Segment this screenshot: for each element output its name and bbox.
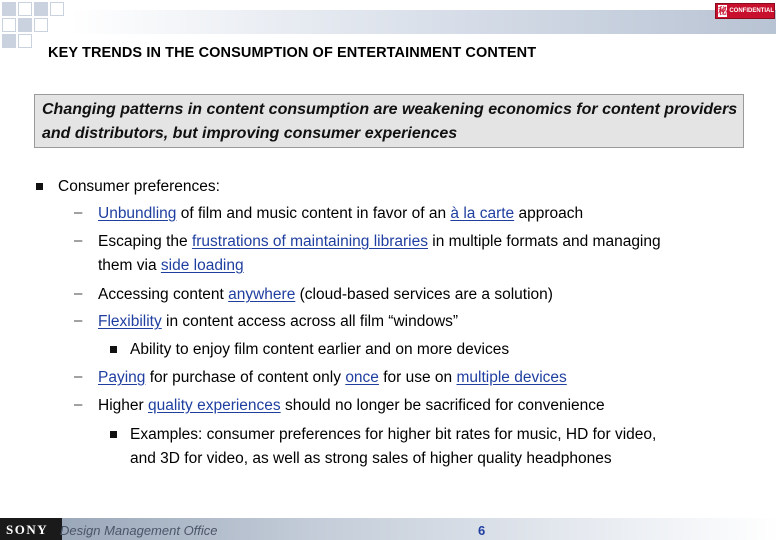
link-a-la-carte[interactable]: à la carte — [450, 205, 515, 222]
decor-square — [18, 2, 32, 16]
item-text: for purchase of content only — [145, 369, 346, 386]
confidential-logo — [715, 3, 775, 19]
item-flex-sub: Ability to enjoy film content earlier and on more devices — [130, 341, 510, 358]
item-escaping-line2 — [98, 254, 244, 278]
page-title: KEY TRENDS IN THE CONSUMPTION OF ENTERTAINMENT CONTENT — [48, 45, 537, 61]
dash-icon: – — [74, 232, 83, 249]
bullet-square-icon — [110, 346, 117, 353]
link-paying[interactable]: Paying — [98, 369, 146, 386]
decor-square — [18, 18, 32, 32]
dash-icon: – — [74, 368, 83, 385]
bullet-square-icon — [36, 183, 43, 190]
item-text: Escaping the — [98, 233, 192, 250]
callout-text: Changing patterns in content consumption are weakening economics for content providers and distributors, but improving consumer experiences — [42, 101, 738, 142]
item-examples-line1: Examples: consumer preferences for higher bit rates for music, HD for video, — [130, 426, 657, 443]
link-frustrations[interactable]: frustrations of maintaining libraries — [191, 233, 428, 250]
dash-icon: – — [74, 396, 83, 413]
item-higher-quality — [98, 394, 605, 418]
item-examples-line2: and 3D for video, as well as strong sales of higher quality headphones — [130, 450, 612, 467]
confidential-seal-icon: 秘 — [718, 6, 728, 16]
footer-office: Design Management Office — [60, 523, 218, 538]
bullet-square-icon — [110, 431, 117, 438]
item-text: in content access across all film “windows” — [161, 313, 459, 330]
bullet-consumer-preferences: Consumer preferences: — [58, 178, 220, 195]
dash-icon: – — [74, 285, 83, 302]
decor-square — [2, 18, 16, 32]
link-unbundling[interactable]: Unbundling — [98, 205, 177, 222]
confidential-label: CONFIDENTIAL — [729, 8, 774, 14]
link-quality-experiences[interactable]: quality experiences — [147, 397, 281, 414]
header-gradient-bar — [70, 10, 776, 34]
decor-square — [50, 2, 64, 16]
decor-square — [2, 2, 16, 16]
page-number: 6 — [478, 523, 486, 538]
item-escaping — [98, 230, 661, 254]
sony-logo: SONY — [6, 522, 49, 537]
item-unbundling — [98, 202, 583, 226]
item-accessing — [98, 283, 553, 307]
link-anywhere[interactable]: anywhere — [228, 286, 296, 303]
link-flexibility[interactable]: Flexibility — [98, 313, 162, 330]
item-text: (cloud-based services are a solution) — [295, 286, 553, 303]
decor-square — [18, 34, 32, 48]
decor-square — [34, 18, 48, 32]
item-text: in multiple formats and managing — [428, 233, 661, 250]
item-text: for use on — [378, 369, 457, 386]
decor-square — [2, 34, 16, 48]
link-multiple-devices[interactable]: multiple devices — [456, 369, 567, 386]
dash-icon: – — [74, 312, 83, 329]
item-text: should no longer be sacrificed for convenience — [280, 397, 605, 414]
dash-icon: – — [74, 204, 83, 221]
item-text: of film and music content in favor of an — [176, 205, 451, 222]
link-once[interactable]: once — [345, 369, 379, 386]
decor-square — [34, 2, 48, 16]
item-flexibility — [98, 310, 458, 334]
item-paying — [98, 366, 567, 390]
item-text: Higher — [98, 397, 148, 414]
item-text: approach — [514, 205, 584, 222]
link-side-loading[interactable]: side loading — [160, 257, 244, 274]
item-text: Accessing content — [98, 286, 229, 303]
item-text: them via — [98, 257, 161, 274]
